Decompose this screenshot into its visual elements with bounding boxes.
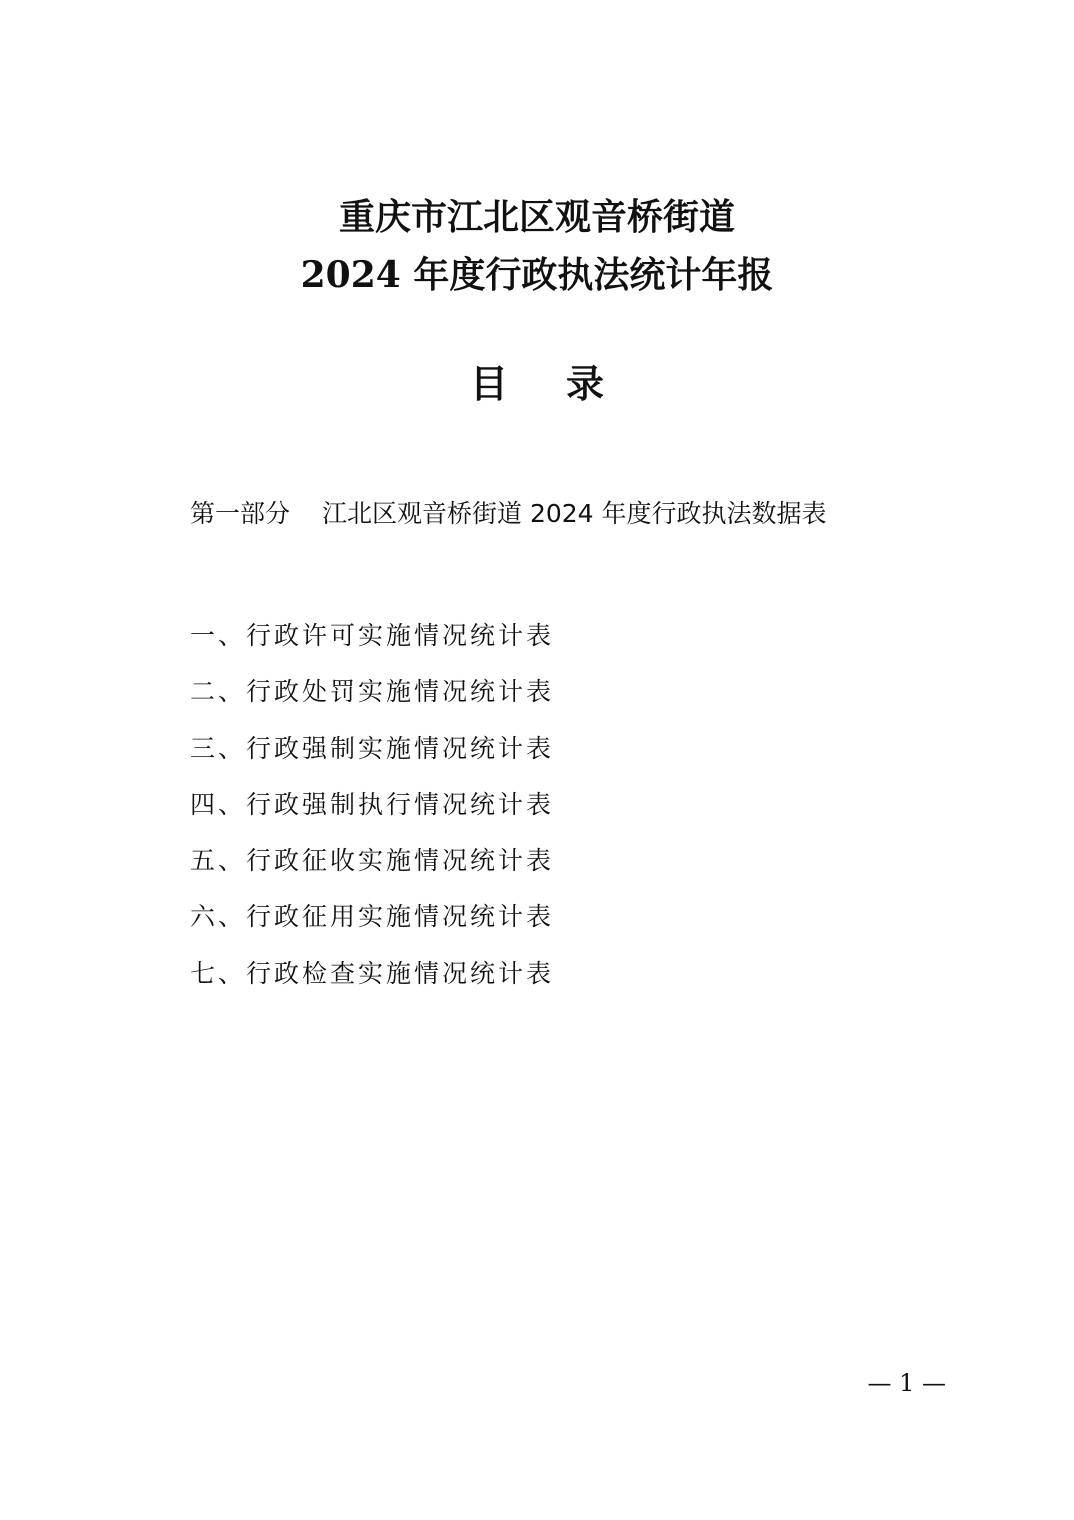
title-line-1: 重庆市江北区观音桥街道 [338, 196, 735, 238]
title-line-2: 2024 年度行政执法统计年报 [300, 254, 774, 296]
toc-item-6: 六、行政征用实施情况统计表 [190, 902, 555, 932]
part-label: 第一部分 [190, 499, 291, 528]
part-heading [190, 494, 827, 534]
toc-heading-char-1: 目 [469, 361, 508, 406]
toc-item-5: 五、行政征收实施情况统计表 [190, 846, 555, 876]
toc-heading-char-2: 录 [566, 361, 605, 406]
toc-item-2: 二、行政处罚实施情况统计表 [190, 677, 555, 707]
document-title [0, 188, 1074, 304]
toc-heading [0, 358, 1074, 410]
page-number: — 1 — [867, 1369, 946, 1397]
toc-item-3: 三、行政强制实施情况统计表 [190, 733, 555, 763]
part-title: 江北区观音桥街道 2024 年度行政执法数据表 [322, 499, 827, 528]
toc-item-7: 七、行政检查实施情况统计表 [190, 958, 555, 988]
toc-item-1: 一、行政许可实施情况统计表 [190, 621, 555, 650]
toc-list [190, 608, 554, 1002]
toc-item-4: 四、行政强制执行情况统计表 [190, 789, 555, 819]
